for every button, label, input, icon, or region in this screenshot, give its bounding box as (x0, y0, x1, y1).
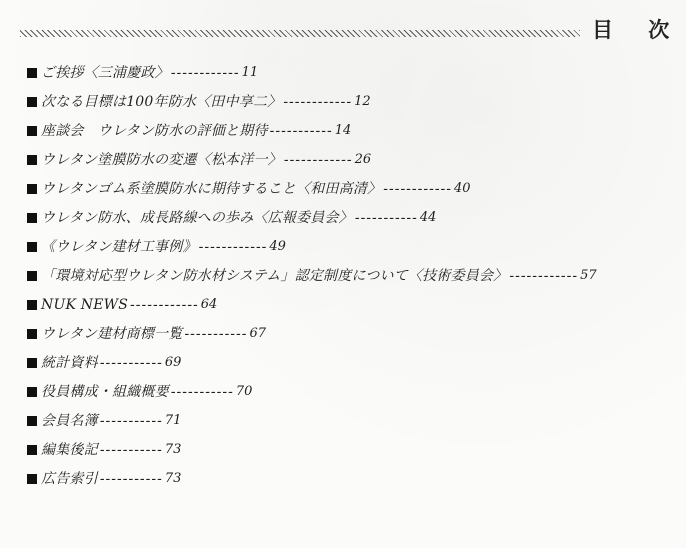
toc-item-page: 71 (164, 413, 182, 428)
toc-item[interactable] (27, 324, 266, 344)
toc-item-title: 「環境対応型ウレタン防水材システム」認定制度について〈技術委員会〉 (41, 268, 508, 284)
toc-item-title: 広告索引 (41, 471, 98, 487)
toc-item[interactable] (27, 179, 471, 199)
toc-item-page: 73 (164, 471, 182, 486)
toc-item-page: 12 (354, 94, 371, 109)
toc-leader-dots: ------------ (170, 65, 240, 81)
toc-item-page: 14 (334, 123, 352, 138)
toc-item-title: 会員名簿 (41, 413, 98, 429)
bullet-square-icon (27, 416, 37, 426)
toc-leader-dots: ----------- (184, 326, 248, 342)
toc-item-title: NUK NEWS (41, 297, 129, 313)
bullet-square-icon (27, 300, 37, 310)
toc-leader-dots: ------------ (283, 152, 353, 168)
toc-item-title: ご挨拶〈三浦慶政〉 (41, 65, 169, 81)
bullet-square-icon (27, 242, 37, 252)
toc-item[interactable] (27, 469, 181, 489)
header-decorative-rule (20, 30, 580, 37)
toc-item-page: 26 (354, 152, 372, 167)
toc-item[interactable] (27, 63, 258, 83)
toc-item-title: 座談会 ウレタン防水の評価と期待 (41, 123, 268, 139)
toc-item[interactable] (27, 382, 252, 402)
toc-item[interactable] (27, 150, 371, 170)
toc-item[interactable] (27, 411, 181, 431)
bullet-square-icon (27, 329, 37, 339)
toc-item-title: ウレタン塗膜防水の変遷〈松本洋一〉 (41, 152, 282, 168)
toc-item-title: ウレタン防水、成長路線への歩み〈広報委員会〉 (41, 210, 353, 226)
toc-item-page: 11 (241, 65, 259, 80)
bullet-square-icon (27, 213, 37, 223)
bullet-square-icon (27, 126, 37, 136)
toc-leader-dots: ------------ (383, 181, 453, 197)
toc-item-title: 統計資料 (41, 355, 98, 371)
toc-item-page: 57 (580, 268, 597, 283)
toc-leader-dots: ----------- (354, 210, 418, 226)
bullet-square-icon (27, 155, 37, 165)
toc-item-title: 《ウレタン建材工事例》 (41, 239, 197, 255)
toc-item[interactable] (27, 237, 286, 257)
toc-item[interactable] (27, 266, 597, 286)
toc-leader-dots: ------------ (283, 94, 353, 110)
toc-item[interactable] (27, 208, 436, 228)
toc-item-page: 70 (235, 384, 253, 399)
toc-item-page: 64 (200, 297, 218, 312)
toc-leader-dots: ------------ (198, 239, 268, 255)
bullet-square-icon (27, 474, 37, 484)
toc-item[interactable] (27, 92, 371, 112)
toc-item-page: 69 (164, 355, 182, 370)
toc-item-page: 73 (164, 442, 182, 457)
bullet-square-icon (27, 97, 37, 107)
toc-item-title: ウレタンゴム系塗膜防水に期待すること〈和田高清〉 (41, 181, 382, 197)
toc-item-page: 67 (249, 326, 267, 341)
toc-item[interactable] (27, 440, 181, 460)
toc-leader-dots: ----------- (99, 471, 163, 487)
toc-leader-dots: ----------- (99, 355, 163, 371)
toc-leader-dots: ----------- (269, 123, 333, 139)
toc-item-title: 編集後記 (41, 442, 98, 458)
toc-item[interactable] (27, 121, 351, 141)
toc-item-page: 44 (419, 210, 437, 225)
bullet-square-icon (27, 358, 37, 368)
toc-leader-dots: ----------- (170, 384, 234, 400)
toc-leader-dots: ------------ (509, 268, 579, 284)
toc-item[interactable] (27, 353, 181, 373)
toc-item-title: ウレタン建材商標一覧 (41, 326, 183, 342)
toc-leader-dots: ----------- (99, 413, 163, 429)
toc-item[interactable] (27, 295, 217, 315)
bullet-square-icon (27, 445, 37, 455)
toc-leader-dots: ------------ (130, 297, 199, 313)
toc-item-title: 役員構成・組織概要 (41, 384, 169, 400)
bullet-square-icon (27, 271, 37, 281)
page-title: 目 次 (592, 18, 684, 42)
bullet-square-icon (27, 387, 37, 397)
toc-item-title: 次なる目標は100年防水〈田中享二〉 (41, 94, 282, 110)
bullet-square-icon (27, 68, 37, 78)
toc-item-page: 40 (454, 181, 471, 196)
bullet-square-icon (27, 184, 37, 194)
toc-item-page: 49 (269, 239, 286, 254)
toc-leader-dots: ----------- (99, 442, 163, 458)
